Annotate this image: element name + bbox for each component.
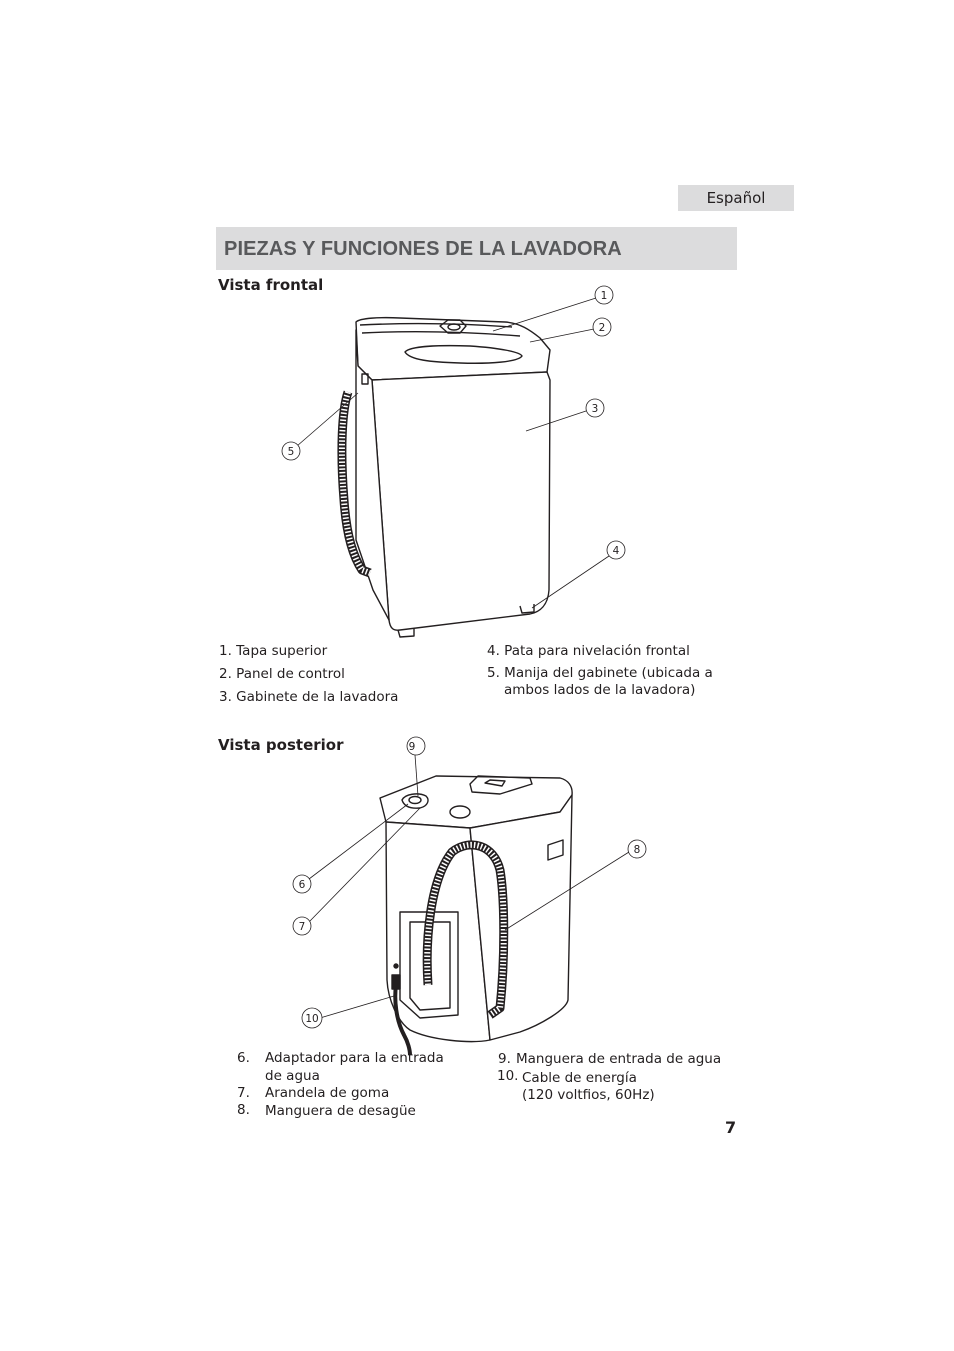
rear-item-10: Cable de energía (522, 1070, 637, 1086)
callout-10: 10 (305, 1013, 319, 1025)
front-item-1: 1. Tapa superior (219, 643, 328, 659)
front-item-5-cont: ambos lados de la lavadora) (504, 682, 696, 698)
front-item-2: 2. Panel de control (219, 666, 345, 682)
rear-item-10-num: 10. (497, 1068, 519, 1084)
rear-item-6-num: 6. (237, 1050, 250, 1066)
rear-washer-illustration (380, 776, 572, 1055)
callout-4: 4 (612, 545, 620, 557)
callout-1: 1 (600, 290, 608, 302)
front-item-3: 3. Gabinete de la lavadora (219, 689, 399, 705)
callout-6: 6 (298, 879, 306, 891)
rear-item-8-num: 8. (237, 1102, 250, 1118)
language-tab: Español (678, 185, 794, 211)
callout-2: 2 (598, 322, 606, 334)
callout-7: 7 (298, 921, 306, 933)
callout-8: 8 (633, 844, 641, 856)
page-title: PIEZAS Y FUNCIONES DE LA LAVADORA (224, 238, 622, 260)
front-item-5: 5. Manija del gabinete (ubicada a (487, 665, 713, 681)
rear-item-9: Manguera de entrada de agua (516, 1051, 722, 1067)
callout-9: 9 (408, 741, 416, 753)
rear-item-6-cont: de agua (265, 1068, 320, 1084)
rear-view-heading: Vista posterior (218, 736, 344, 754)
rear-item-6: Adaptador para la entrada (265, 1050, 444, 1066)
rear-item-7: Arandela de goma (265, 1085, 390, 1101)
callout-5: 5 (287, 446, 295, 458)
front-view-heading: Vista frontal (218, 276, 324, 294)
rear-item-10-cont: (120 voltfios, 60Hz) (522, 1087, 655, 1103)
rear-item-9-num: 9. (498, 1051, 511, 1067)
front-washer-illustration (342, 318, 550, 637)
rear-item-7-num: 7. (237, 1085, 250, 1101)
callout-3: 3 (591, 403, 599, 415)
page-number: 7 (725, 1118, 737, 1137)
front-item-4: 4. Pata para nivelación frontal (487, 643, 690, 659)
rear-item-8: Manguera de desagüe (265, 1103, 416, 1119)
